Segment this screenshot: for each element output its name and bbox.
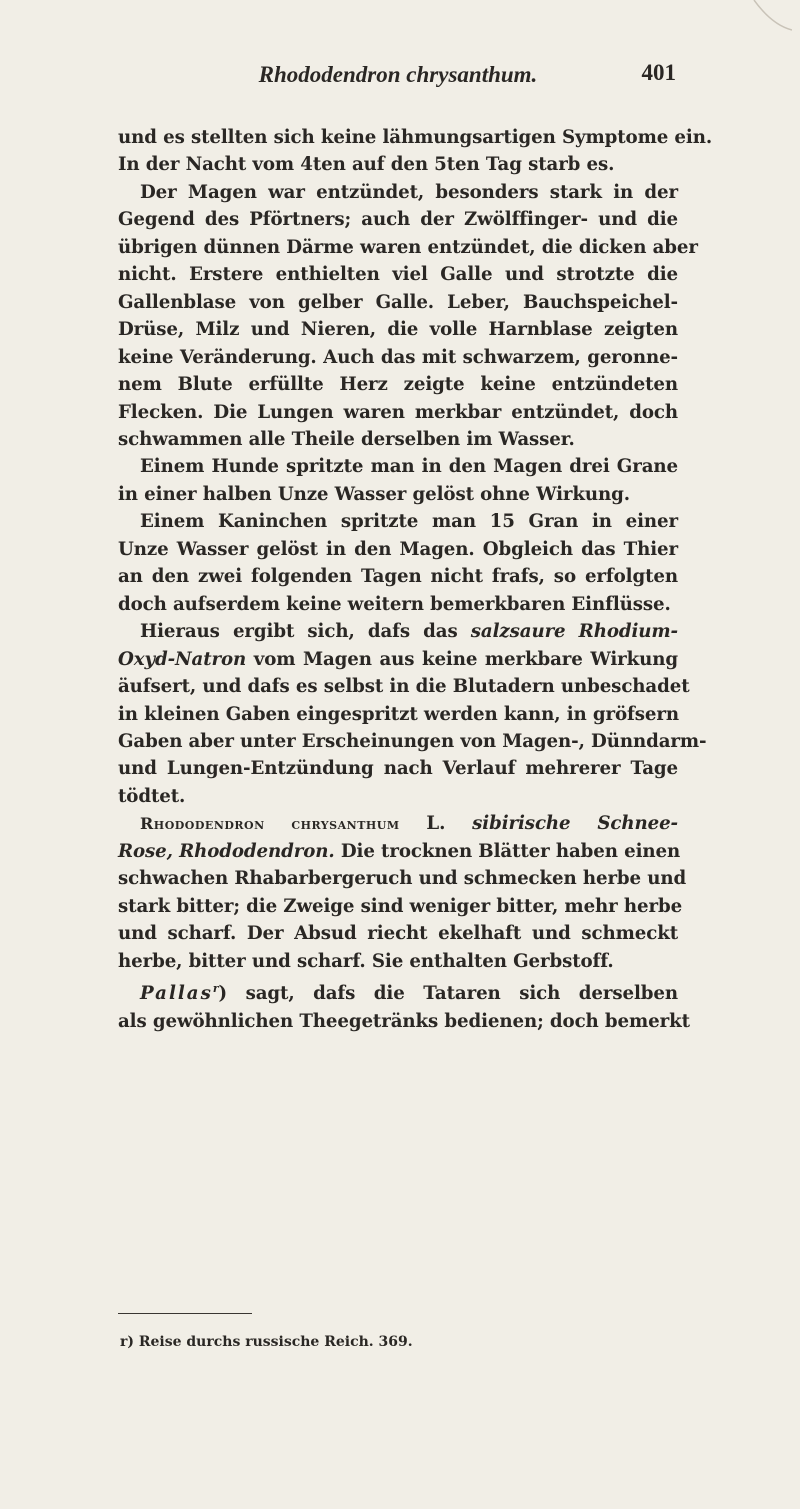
- running-header: [120, 58, 676, 94]
- page-corner-fold: [752, 0, 792, 40]
- text-line: und es stellten sich keine lähmungsartigen Symptome ein.: [118, 127, 713, 148]
- page-number: 401: [641, 60, 676, 85]
- text-line: Gegend des Pförtners; auch der Zwölffinger- und die: [118, 209, 678, 231]
- italic-term: salzsaure Rhodium-: [470, 621, 678, 643]
- text-line: tödtet.: [118, 785, 186, 807]
- text-line: Gaben aber unter Erscheinungen von Magen-, Dünndarm-: [118, 730, 707, 752]
- text-line: und scharf. Der Absud riecht ekelhaft und schmeckt: [118, 923, 678, 945]
- text-line: Unze Wasser gelöst in den Magen. Obgleich das Thier: [118, 538, 678, 560]
- footnote-divider: [118, 1313, 252, 1314]
- text-line: Der Magen war entzündet, besonders stark in der: [140, 181, 678, 203]
- text-line: an den zwei folgenden Tagen nicht frafs, so erfolgten: [118, 566, 678, 588]
- text-line: in einer halben Unze Wasser gelöst ohne Wirkung.: [118, 483, 630, 505]
- text-line: stark bitter; die Zweige sind weniger bitter, mehr herbe: [118, 895, 683, 917]
- italic-term: Rose, Rhododendron.: [118, 840, 335, 862]
- text-line: als gewöhnlichen Theegetränks bedienen; doch bemerkt: [118, 1010, 690, 1032]
- text-line: Gallenblase von gelber Galle. Leber, Bauchspeichel-: [118, 291, 678, 313]
- text-line: In der Nacht vom 4ten auf den 5ten Tag starb es.: [118, 154, 615, 176]
- italic-term: Oxyd-Natron: [118, 648, 247, 670]
- text-line: Drüse, Milz und Nieren, die volle Harnblase zeigten: [118, 319, 678, 341]
- text-line: keine Veränderung. Auch das mit schwarzem, geronne-: [118, 346, 678, 368]
- text-line: äufsert, und dafs es selbst in die Blutadern unbeschadet: [118, 676, 690, 698]
- text-run: vom Magen aus keine merkbare Wirkung: [246, 648, 678, 670]
- author-name: Pallas: [140, 983, 213, 1005]
- text-run: L.: [399, 813, 473, 835]
- text-run: ) sagt, dafs die Tataren sich derselben: [218, 983, 678, 1005]
- text-line: [118, 618, 678, 645]
- text-line: übrigen dünnen Därme waren entzündet, die dicken aber: [118, 236, 698, 258]
- text-line: und Lungen-Entzündung nach Verlauf mehrerer Tage: [118, 758, 678, 780]
- text-run: Hieraus ergibt sich, dafs das: [140, 621, 471, 643]
- italic-term: sibirische Schnee-: [472, 813, 678, 835]
- text-line: nicht. Erstere enthielten viel Galle und strotzte die: [118, 264, 678, 286]
- footnote-marker: r: [212, 982, 219, 996]
- running-title: Rhododendron chrysanthum.: [258, 62, 538, 87]
- text-line: herbe, bitter und scharf. Sie enthalten Gerbstoff.: [118, 950, 614, 972]
- body-text: [118, 124, 713, 1035]
- text-line: in kleinen Gaben eingespritzt werden kann, in gröfsern: [118, 703, 679, 725]
- text-line: doch aufserdem keine weitern bemerkbaren Einflüsse.: [118, 593, 671, 615]
- text-line: schwammen alle Theile derselben im Wasser.: [118, 428, 575, 450]
- text-line: [118, 838, 681, 865]
- text-line: [118, 646, 678, 673]
- text-line: [118, 810, 678, 837]
- text-line: schwachen Rhabarbergeruch und schmecken herbe und: [118, 868, 687, 890]
- text-line: [118, 975, 678, 1008]
- footnote: r) Reise durchs russische Reich. 369.: [120, 1334, 413, 1350]
- text-line: Einem Hunde spritzte man in den Magen drei Grane: [140, 456, 678, 478]
- text-line: Flecken. Die Lungen waren merkbar entzündet, doch: [118, 401, 678, 423]
- text-run: Die trocknen Blätter haben einen: [334, 840, 681, 862]
- text-line: nem Blute erfüllte Herz zeigte keine entzündeten: [118, 374, 678, 396]
- text-line: Einem Kaninchen spritzte man 15 Gran in einer: [140, 511, 678, 533]
- species-name: Rhododendron chrysanthum: [140, 814, 400, 834]
